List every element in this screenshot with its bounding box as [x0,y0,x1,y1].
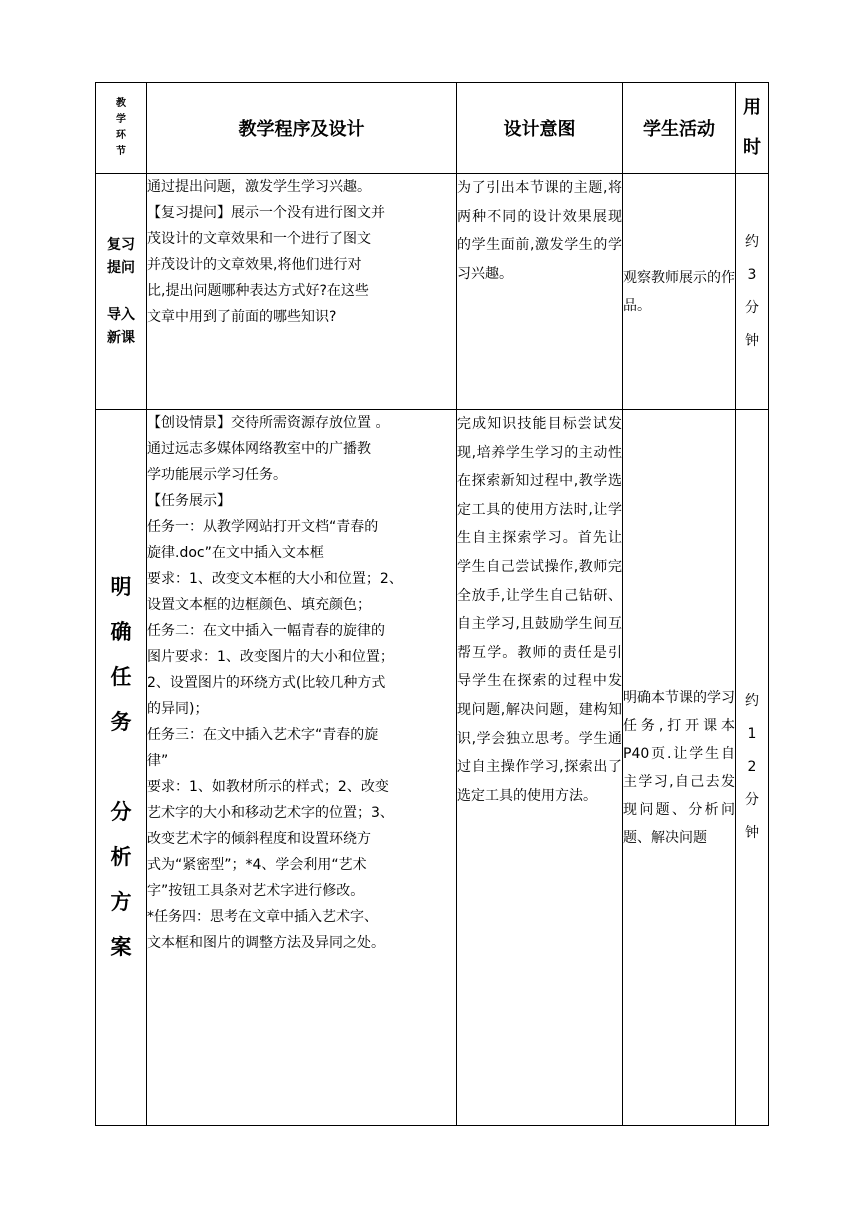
procedure-line: 【任务展示】 [147,493,231,509]
stage-char: 务 [110,710,132,734]
procedure-line: 通过远志多媒体网络教室中的广播教 [147,441,371,457]
stage-char: 明 [110,575,132,599]
time-char: 约 [745,693,759,709]
activity-cell: 明确本节课的学习任务,打开课本P40页.让学生自主学习,自己去发现问题、分析问题、解决问题 [623,410,736,1126]
procedure-line: 改变艺术字的倾斜程度和设置环绕方 [147,831,371,847]
header-time-line1: 用 [743,97,761,118]
procedure-line: 旋律.doc”在文中插入文本框 [147,545,324,561]
procedure-line: 任务三：在文中插入艺术字“青春的旋 [147,727,379,743]
procedure-line: 比,提出问题哪种表达方式好?在这些 [147,283,369,299]
header-activity: 学生活动 [623,83,736,174]
time-char: 1 [747,726,757,742]
procedure-line: 并茂设计的文章效果,将他们进行对 [147,257,362,273]
header-row [96,83,769,174]
table-row [96,174,769,410]
header-time-line2: 时 [743,137,761,158]
procedure-line: 任务二：在文中插入一幅青春的旋律的 [147,623,385,639]
procedure-line: 文章中用到了前面的哪些知识? [147,309,337,325]
procedure-line: 文本框和图片的调整方法及异同之处。 [147,935,385,951]
procedure-line: 通过提出问题，激发学生学习兴趣。 [147,179,371,195]
procedure-line: 2、设置图片的环绕方式(比较几种方式 [147,675,386,691]
time-cell [736,174,769,410]
time-char: 分 [745,792,759,808]
procedure-line: 字”按钮工具条对艺术字进行修改。 [147,883,365,899]
procedure-line: 的异同)； [147,701,209,717]
procedure-cell [147,410,457,1126]
stage-review-intro [96,174,147,410]
procedure-line: 式为“紧密型”；*4、学会利用“艺术 [147,857,367,873]
activity-cell: 观察教师展示的作品。 [623,174,736,410]
procedure-line: 图片要求：1、改变图片的大小和位置； [147,649,394,665]
stage-char: 分 [110,800,132,824]
stage-char: 确 [110,620,132,644]
time-char: 钟 [745,332,759,349]
stage-char: 方 [110,890,132,914]
time-char: 分 [745,299,759,316]
procedure-cell [147,174,457,410]
time-char: 钟 [745,825,759,841]
procedure-line: 设置文本框的边框颜色、填充颜色； [147,597,371,613]
stage-text: 复习 [107,236,135,253]
stage-text: 导入 [107,306,135,323]
time-char: 2 [747,759,757,775]
time-char: 3 [747,266,757,283]
procedure-line: 【创设情景】交待所需资源存放位置 。 [147,415,390,431]
header-stage [96,83,147,174]
stage-char: 任 [110,665,132,689]
stage-char: 案 [110,935,132,959]
intent-cell: 为了引出本节课的主题,将两种不同的设计效果展现的学生面前,激发学生的学习兴趣。 [457,174,623,410]
stage-char: 析 [110,845,132,869]
header-stage-line2: 环 节 [116,130,134,157]
procedure-line: *任务四：思考在文章中插入艺术字、 [147,909,378,925]
procedure-line: 律” [147,753,169,769]
header-intent: 设计意图 [457,83,623,174]
stage-task-analysis [96,410,147,1126]
procedure-line: 茂设计的文章效果和一个进行了图文 [147,231,371,247]
lesson-plan-table [95,82,769,1126]
time-char: 约 [745,233,759,250]
procedure-line: 【复习提问】展示一个没有进行图文并 [147,205,385,221]
table-row [96,410,769,1126]
time-cell [736,410,769,1126]
intent-cell: 完成知识技能目标尝试发现,培养学生学习的主动性在探索新知过程中,教学选定工具的使用方法时,让学生自主探索学习。首先让学生自己尝试操作,教师完全放手,让学生自己钻研、自主学习,且鼓励学生间互帮互学。教师的责任是引导学生在探索的过程中发现问题,解决问题，建构知识,学会独立思考。学生通过自主操作学习,探索出了选定工具的使用方法。 [457,410,623,1126]
header-time [736,83,769,174]
header-procedure: 教学程序及设计 [147,83,457,174]
procedure-line: 要求：1、如教材所示的样式；2、改变 [147,779,389,795]
procedure-line: 任务一：从教学网站打开文档“青春的 [147,519,379,535]
header-stage-line1: 教 学 [116,98,134,125]
stage-text: 提问 [107,259,135,276]
procedure-line: 学功能展示学习任务。 [147,467,287,483]
procedure-line: 要求：1、改变文本框的大小和位置；2、 [147,571,403,587]
procedure-line: 艺术字的大小和移动艺术字的位置；3、 [147,805,394,821]
stage-text: 新课 [107,329,135,346]
